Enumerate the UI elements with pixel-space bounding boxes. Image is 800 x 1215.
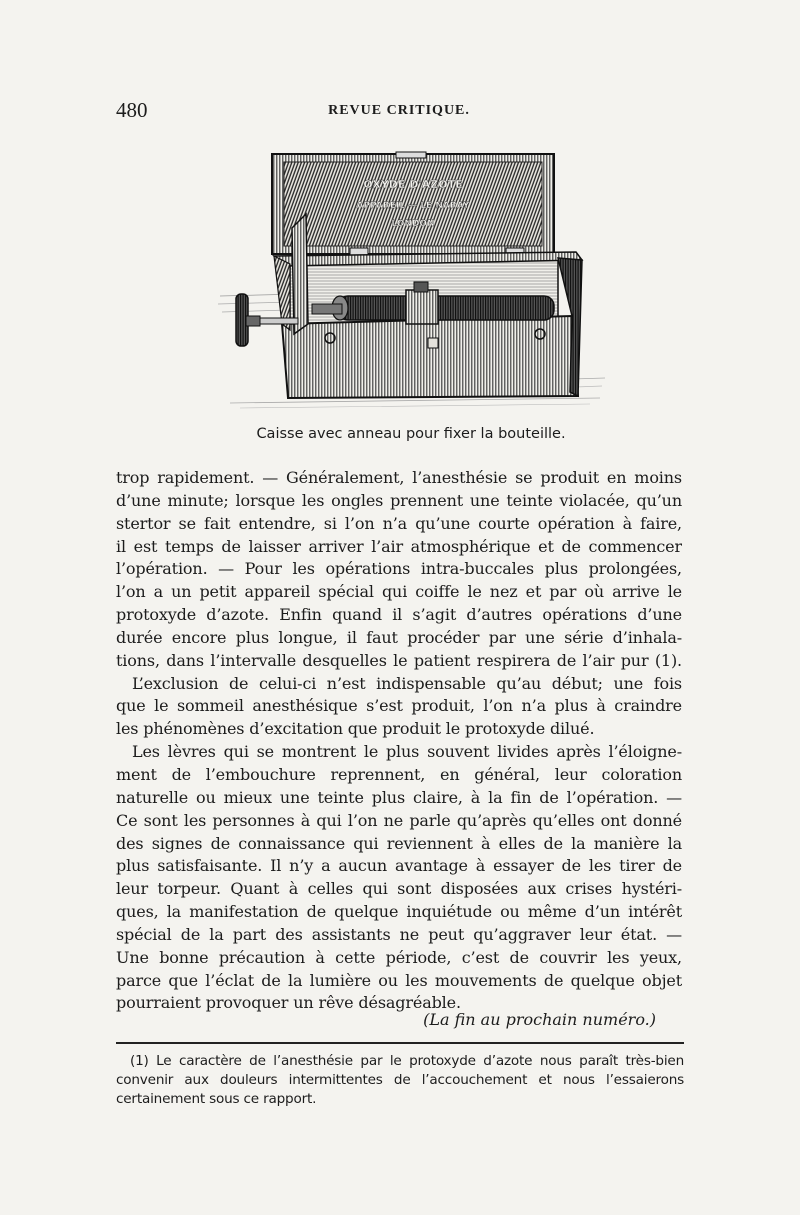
lid-inscription-line-1: OXYDE D'AZOTE — [363, 178, 463, 191]
lid-clasp — [396, 152, 426, 158]
body-line: l’on a un petit appareil spécial qui coiffe le nez et par où arrive le — [116, 582, 682, 602]
article-body — [116, 467, 682, 1015]
footnote-line: certainement sous ce rapport. — [116, 1091, 317, 1107]
body-line: leur torpeur. Quant à celles qui sont disposées aux crises hystéri- — [116, 879, 682, 899]
body-line: naturelle ou mieux une teinte plus claire, à la fin de l’opération. — — [116, 787, 682, 807]
body-line: Ce sont les personnes à qui l’on ne parle qu’après qu’elles ont donné — [116, 810, 682, 830]
body-line: pourraient provoquer un rêve désagréable. — [116, 993, 461, 1013]
lid-inscription-line-2: APPAREIL — LE NARAY — [356, 201, 470, 211]
figure-caption: Caisse avec anneau pour fixer la bouteille. — [256, 426, 566, 442]
body-line: ment de l’embouchure reprennent, en général, leur coloration — [116, 764, 682, 784]
body-line: trop rapidement. — Généralement, l’anesthésie se produit en moins — [116, 468, 682, 487]
footnote — [116, 1052, 684, 1109]
body-line: L’exclusion de celui-ci n’est indispensable qu’au début; une fois — [132, 673, 682, 693]
body-line: parce que l’éclat de la lumière ou les mouvements de quelque objet — [116, 970, 682, 990]
continuation-note: (La fin au prochain numéro.) — [423, 1010, 656, 1029]
running-title: REVUE CRITIQUE. — [328, 103, 470, 118]
footnote-line: (1) Le caractère de l’anesthésie par le protoxyde d’azote nous paraît très-bien — [130, 1053, 684, 1069]
body-line: Les lèvres qui se montrent le plus souvent livides après l’éloigne- — [132, 742, 682, 762]
footnote-line: convenir aux douleurs intermittentes de l’accouchement et nous l’essaierons — [116, 1072, 684, 1088]
page-number: 480 — [116, 98, 148, 122]
body-line: ques, la manifestation de quelque inquiétude ou même d’un intérêt — [116, 902, 682, 922]
footnote-rule — [116, 1042, 684, 1044]
ring-screw — [414, 282, 428, 292]
engraving-figure — [210, 148, 610, 416]
body-line: des signes de connaissance qui reviennent à elles de la manière la — [116, 833, 682, 853]
case-body — [274, 252, 582, 398]
case-lid — [272, 152, 554, 256]
body-line: d’une minute; lorsque les ongles prennent une teinte violacée, qu’un — [116, 490, 682, 510]
gas-case-illustration — [210, 148, 610, 416]
body-line: protoxyde d’azote. Enfin quand il s’agit d’autres opérations d’une — [116, 605, 682, 625]
keyhole — [428, 338, 438, 348]
body-line: plus satisfaisante. Il n’y a aucun avantage à essayer de les tirer de — [116, 856, 682, 876]
body-line: il est temps de laisser arriver l’air atmosphérique et de commencer — [116, 536, 682, 556]
body-line: que le sommeil anesthésique s’est produit, l’on n’a plus à craindre — [116, 696, 682, 716]
body-line: les phénomènes d’excitation que produit le protoxyde dilué. — [116, 719, 595, 739]
body-line: l’opération. — Pour les opérations intra-buccales plus prolongées, — [116, 559, 682, 579]
body-line: stertor se fait entendre, si l’on n’a qu’une courte opération à faire, — [116, 513, 682, 533]
body-line: Une bonne précaution à cette période, c’est de couvrir les yeux, — [116, 947, 682, 967]
fixing-ring — [406, 290, 438, 324]
body-line: durée encore plus longue, il faut procéder par une série d’inhala- — [116, 627, 682, 647]
lid-inscription-line-3: LONDON — [391, 219, 435, 229]
body-line: tions, dans l’intervalle desquelles le patient respirera de l’air pur (1). — [116, 650, 682, 670]
bottle-valve — [312, 304, 342, 314]
body-line: spécial de la part des assistants ne peut qu’aggraver leur état. — — [116, 924, 682, 944]
page-header — [116, 98, 682, 124]
divider-panel — [292, 214, 308, 334]
